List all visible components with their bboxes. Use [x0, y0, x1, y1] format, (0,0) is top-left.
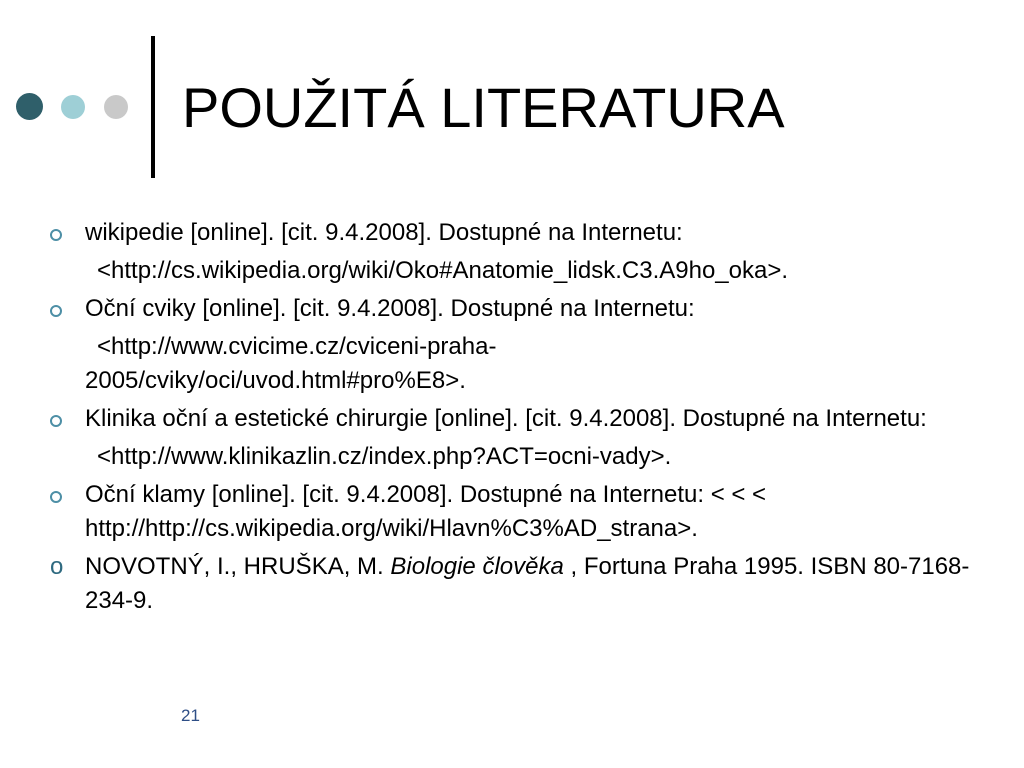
reference-item-ocni-cviky [50, 292, 980, 398]
reference-url-line-1: <http://www.cvicime.cz/cviceni-praha- [97, 333, 497, 360]
decorative-dot-light-teal [61, 95, 85, 119]
decorative-dot-dark [16, 93, 43, 120]
reference-text: Oční klamy [online]. [cit. 9.4.2008]. Dostupné na Internetu: < < < http://http://cs.wikipedia.org/wiki/Hlavn%C3%AD_strana>. [85, 481, 767, 542]
reference-book-title: Biologie člověka [390, 553, 564, 580]
reference-url-line-2: 2005/cviky/oci/uvod.html#pro%E8>. [85, 367, 466, 394]
bullet-o-icon: o [50, 553, 64, 580]
reference-item-ocni-klamy [50, 478, 980, 546]
reference-url: <http://www.klinikazlin.cz/index.php?ACT=ocni-vady>. [97, 443, 672, 470]
bullet-ring-icon [50, 415, 62, 427]
slide-title: POUŽITÁ LITERATURA [182, 76, 785, 139]
reference-publication: , Fortuna Praha 1995. ISBN 80-7168-234-9. [85, 553, 970, 614]
reference-item-novotny [50, 550, 980, 618]
reference-item-wikipedie [50, 216, 980, 288]
reference-list [50, 216, 980, 618]
bullet-ring-icon [50, 305, 62, 317]
decorative-dot-gray [104, 95, 128, 119]
page-number: 21 [181, 706, 200, 725]
reference-url: <http://cs.wikipedia.org/wiki/Oko#Anatomie_lidsk.C3.A9ho_oka>. [97, 257, 789, 284]
title-vertical-rule [151, 36, 155, 178]
reference-text: Oční cviky [online]. [cit. 9.4.2008]. Dostupné na Internetu: [85, 295, 695, 322]
bullet-ring-icon [50, 229, 62, 241]
bullet-ring-icon [50, 491, 62, 503]
reference-item-klinika [50, 402, 980, 474]
reference-text: wikipedie [online]. [cit. 9.4.2008]. Dostupné na Internetu: [85, 219, 683, 246]
reference-text: Klinika oční a estetické chirurgie [online]. [cit. 9.4.2008]. Dostupné na Internetu: [85, 405, 927, 432]
reference-authors: NOVOTNÝ, I., HRUŠKA, M. [85, 553, 391, 580]
